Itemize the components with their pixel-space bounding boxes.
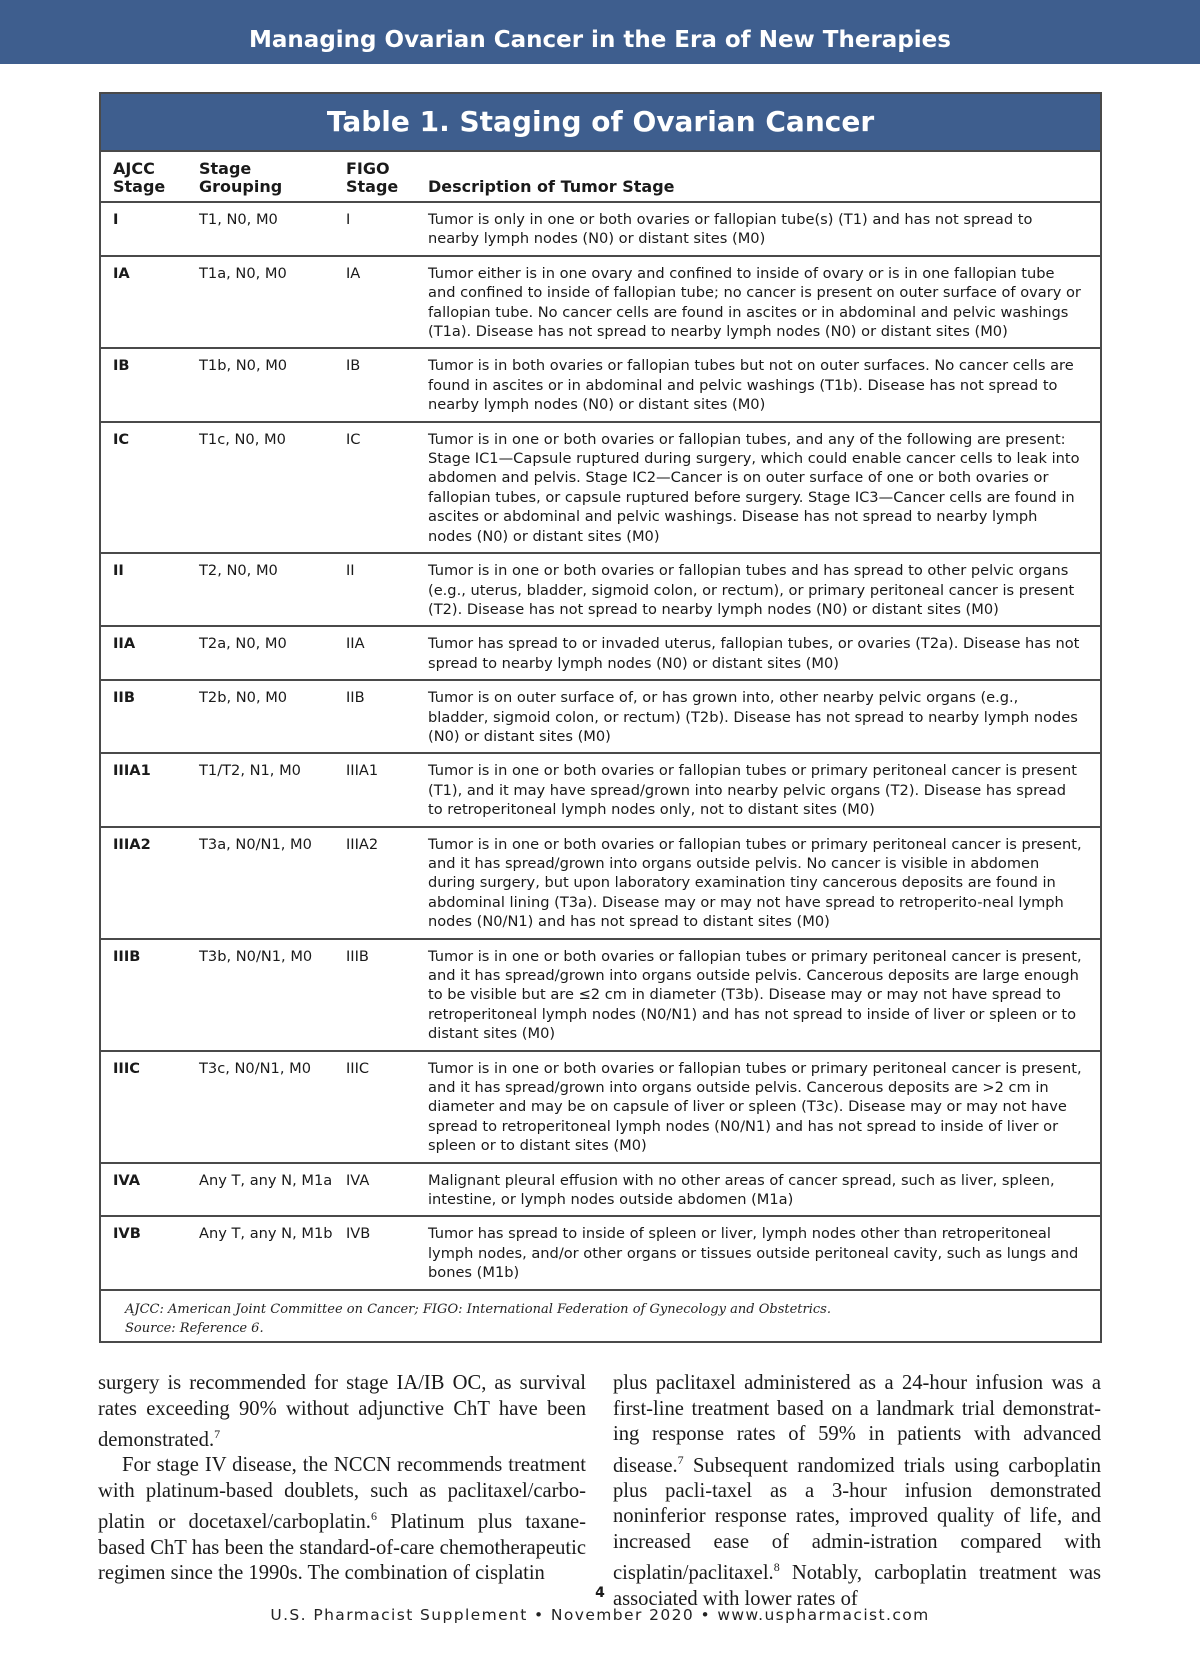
body-paragraph: For stage IV disease, the NCCN recommends treatment with platinum-based doublets, such as paclitaxel/carbo-platin or docetaxel/carboplatin.$^6$ Platinum plus taxane-based ChT has been the standard-of-care chemotherapeutic regimen since the 1990s. The combination of cisplatin (98, 1454, 586, 1585)
cell-ajcc-stage: IIB (101, 680, 187, 753)
column-header-grouping: Stage Grouping (187, 151, 334, 202)
cell-stage-grouping: T1, N0, M0 (187, 202, 334, 256)
page-number: 4 (595, 1585, 605, 1601)
cell-figo-stage: IIA (334, 626, 418, 680)
table-row (101, 1163, 1100, 1217)
cell-description: Malignant pleural effusion with no other areas of cancer spread, such as liver, spleen, intestine, or lymph nodes outside abdomen (M1a) (418, 1163, 1100, 1217)
cell-figo-stage: IIB (334, 680, 418, 753)
table-row (101, 202, 1100, 256)
cell-stage-grouping: Any T, any N, M1a (187, 1163, 334, 1217)
cell-stage-grouping: T2, N0, M0 (187, 553, 334, 626)
cell-figo-stage: I (334, 202, 418, 256)
running-header-title: Managing Ovarian Cancer in the Era of New Therapies (249, 27, 951, 53)
table-row (101, 1051, 1100, 1163)
column-header-figo: FIGO Stage (334, 151, 418, 202)
cell-ajcc-stage: IIA (101, 626, 187, 680)
table-row (101, 827, 1100, 939)
cell-description: Tumor is in one or both ovaries or fallopian tubes or primary peritoneal cancer is present, and it has spread/grown into organs outside pelvis. Cancerous deposits are >2 cm in diameter and may be on capsule of liver or spleen (T3c). Disease may or may not have spread to retroperitoneal lymph nodes (N0/N1) and has not spread to inside of liver or spleen or to distant sites (M0) (418, 1051, 1100, 1163)
cell-stage-grouping: T2a, N0, M0 (187, 626, 334, 680)
cell-stage-grouping: T3c, N0/N1, M0 (187, 1051, 334, 1163)
cell-ajcc-stage: IIIC (101, 1051, 187, 1163)
cell-description: Tumor is on outer surface of, or has grown into, other nearby pelvic organs (e.g., bladder, sigmoid colon, or rectum) (T2b). Disease has not spread to nearby lymph nodes (N0) or distant sites (M0) (418, 680, 1100, 753)
staging-table (101, 150, 1100, 1291)
reference-superscript: 8 (773, 1560, 780, 1575)
cell-description: Tumor is in both ovaries or fallopian tubes but not on outer surfaces. No cancer cells are found in ascites or in abdominal and pelvic washings (T1b). Disease has not spread to nearby lymph nodes (N0) or distant sites (M0) (418, 348, 1100, 421)
reference-superscript: 7 (214, 1427, 221, 1441)
table-row (101, 422, 1100, 553)
table-row (101, 348, 1100, 421)
cell-stage-grouping: T3b, N0/N1, M0 (187, 939, 334, 1051)
table-body (101, 202, 1100, 1290)
table-row (101, 256, 1100, 349)
cell-figo-stage: II (334, 553, 418, 626)
cell-stage-grouping: T1c, N0, M0 (187, 422, 334, 553)
cell-stage-grouping: T1a, N0, M0 (187, 256, 334, 349)
body-paragraph: surgery is recommended for stage IA/IB OC, as survival rates exceeding 90% without adjunctive ChT have been demonstrated.$^7$ (98, 1372, 586, 1451)
footnote-source: Source: Reference 6. (125, 1320, 264, 1336)
cell-description: Tumor is only in one or both ovaries or fallopian tube(s) (T1) and has not spread to nearby lymph nodes (N0) or distant sites (M0) (418, 202, 1100, 256)
staging-table-box (99, 92, 1102, 1343)
cell-description: Tumor either is in one ovary and confined to inside of ovary or is in one fallopian tube and confined to inside of fallopian tube; no cancer is present on outer surface of ovary or fallopian tube. No cancer cells are found in ascites or in abdominal and pelvic washings (T1a). Disease has not spread to nearby lymph nodes (N0) or distant sites (M0) (418, 256, 1100, 349)
body-column-right (613, 1371, 1101, 1612)
cell-stage-grouping: T1/T2, N1, M0 (187, 753, 334, 826)
table-row (101, 939, 1100, 1051)
cell-description: Tumor is in one or both ovaries or fallopian tubes and has spread to other pelvic organs (e.g., uterus, bladder, sigmoid colon, or rectum), or primary peritoneal cancer is present (T2). Disease has not spread to nearby lymph nodes (N0) or distant sites (M0) (418, 553, 1100, 626)
table-title: Table 1. Staging of Ovarian Cancer (101, 94, 1100, 150)
table-row (101, 626, 1100, 680)
body-paragraph: plus paclitaxel administered as a 24-hour infusion was a first-line treatment based on a landmark trial demonstrat-ing response rates of 59% in patients with advanced disease.$^7$ Subsequent randomized trials using carboplatin plus pacli-taxel as a 3-hour infusion demonstrated noninferior response rates, improved quality of life, and increased ease of admin-istration compared with cisplatin/paclitaxel.$^8$ Notably, carboplatin treatment was associated with lower rates of (613, 1372, 1101, 1610)
table-footnote (101, 1291, 1100, 1338)
cell-figo-stage: IIIA2 (334, 827, 418, 939)
cell-figo-stage: IA (334, 256, 418, 349)
cell-stage-grouping: T3a, N0/N1, M0 (187, 827, 334, 939)
cell-description: Tumor is in one or both ovaries or fallopian tubes, and any of the following are present: Stage IC1—Capsule ruptured during surgery, which could enable cancer cells to leak into abdomen and pelvis. Stage IC2—Cancer is on outer surface of one or both ovaries or fallopian tubes, or capsule ruptured before surgery. Stage IC3—Cancer cells are found in ascites or abdominal and pelvic washings. Disease has not spread to nearby lymph nodes (N0) or distant sites (M0) (418, 422, 1100, 553)
table-row (101, 753, 1100, 826)
table-header-row (101, 151, 1100, 202)
cell-ajcc-stage: IA (101, 256, 187, 349)
cell-figo-stage: IB (334, 348, 418, 421)
cell-description: Tumor has spread to or invaded uterus, fallopian tubes, or ovaries (T2a). Disease has not spread to nearby lymph nodes (N0) or distant sites (M0) (418, 626, 1100, 680)
table-row (101, 1216, 1100, 1289)
cell-figo-stage: IVB (334, 1216, 418, 1289)
body-column-left (98, 1371, 586, 1587)
cell-ajcc-stage: IIIA1 (101, 753, 187, 826)
cell-ajcc-stage: IIIB (101, 939, 187, 1051)
cell-figo-stage: IC (334, 422, 418, 553)
publication-footer: U.S. Pharmacist Supplement • November 2020 • www.uspharmacist.com (270, 1606, 930, 1624)
cell-ajcc-stage: IVA (101, 1163, 187, 1217)
column-header-description: Description of Tumor Stage (418, 151, 1100, 202)
cell-stage-grouping: T2b, N0, M0 (187, 680, 334, 753)
column-header-ajcc: AJCC Stage (101, 151, 187, 202)
cell-description: Tumor has spread to inside of spleen or liver, lymph nodes other than retroperitoneal lymph nodes, and/or other organs or tissues outside peritoneal cavity, such as lungs and bones (M1b) (418, 1216, 1100, 1289)
cell-figo-stage: IIIC (334, 1051, 418, 1163)
cell-figo-stage: IIIA1 (334, 753, 418, 826)
cell-figo-stage: IVA (334, 1163, 418, 1217)
reference-superscript: 6 (370, 1509, 377, 1524)
cell-ajcc-stage: I (101, 202, 187, 256)
cell-ajcc-stage: IB (101, 348, 187, 421)
cell-stage-grouping: T1b, N0, M0 (187, 348, 334, 421)
cell-description: Tumor is in one or both ovaries or fallopian tubes or primary peritoneal cancer is present, and it has spread/grown into organs outside pelvis. Cancerous deposits are large enough to be visible but are ≤2 cm in diameter (T3b). Disease may or may not have spread to retroperitoneal lymph nodes (N0/N1) and has not spread to inside of liver or spleen or to distant sites (M0) (418, 939, 1100, 1051)
cell-ajcc-stage: IIIA2 (101, 827, 187, 939)
cell-description: Tumor is in one or both ovaries or fallopian tubes or primary peritoneal cancer is present (T1), and it may have spread/grown into nearby pelvic organs (T2). Disease has spread to retroperitoneal lymph nodes only, not to distant sites (M0) (418, 753, 1100, 826)
cell-stage-grouping: Any T, any N, M1b (187, 1216, 334, 1289)
reference-superscript: 7 (677, 1452, 684, 1467)
cell-description: Tumor is in one or both ovaries or fallopian tubes or primary peritoneal cancer is present, and it has spread/grown into organs outside pelvis. No cancer is visible in abdomen during surgery, but upon laboratory examination tiny cancerous deposits are found in abdominal lining (T3a). Disease may or may not have spread to retroperito-neal lymph nodes (N0/N1) and has not spread to distant sites (M0) (418, 827, 1100, 939)
cell-ajcc-stage: IC (101, 422, 187, 553)
table-row (101, 553, 1100, 626)
cell-figo-stage: IIIB (334, 939, 418, 1051)
table-row (101, 680, 1100, 753)
cell-ajcc-stage: II (101, 553, 187, 626)
footnote-abbreviations: AJCC: American Joint Committee on Cancer; FIGO: International Federation of Gynecology and Obstetrics. (125, 1301, 831, 1317)
cell-ajcc-stage: IVB (101, 1216, 187, 1289)
